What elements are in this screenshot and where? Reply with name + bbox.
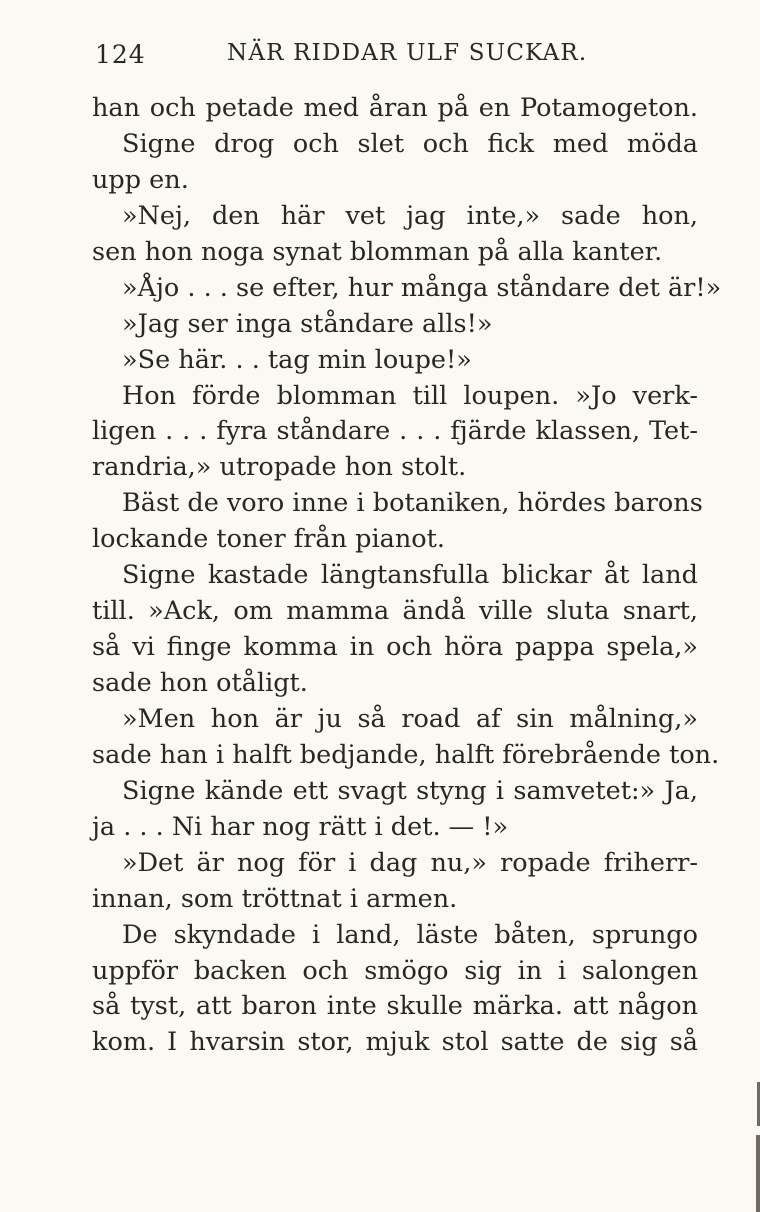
text-line: sade han i halft bedjande, halft förebrående ton. [92,739,720,770]
text-line: kom. I hvarsin stor, mjuk stol satte de sig så [92,1027,698,1058]
text-line: »Det är nog för i dag nu,» ropade friherr- [122,847,698,878]
text-line: »Åjo . . . se efter, hur många ståndare det är!» [122,272,722,303]
running-title: NÄR RIDDAR ULF SUCKAR. [227,40,588,66]
text-line: Signe drog och slet och fick med möda [122,128,698,159]
text-line: så vi finge komma in och höra pappa spela,» [92,632,698,663]
text-line: sen hon noga synat blomman på alla kanter. [92,236,663,267]
body-text [92,91,722,1061]
text-line: De skyndade i land, läste båten, sprungo [122,919,698,950]
text-line: »Jag ser inga ståndare alls!» [122,308,493,339]
text-line: till. »Ack, om mamma ändå ville sluta snart, [92,596,698,627]
text-line: Signe kastade längtansfulla blickar åt land [122,560,698,591]
text-line: sade hon otåligt. [92,668,308,698]
text-line: uppför backen och smögo sig in i salongen [92,955,698,986]
text-line: ligen . . . fyra ståndare . . . fjärde klassen, Tet- [92,416,698,447]
page-header [95,40,695,76]
text-line: »Se här. . . tag min loupe!» [122,344,472,375]
text-line: han och petade med åran på en Potamogeton. [92,93,698,123]
page-number: 124 [95,40,146,69]
text-line: Signe kände ett svagt styng i samvetet:» Ja, [122,775,698,806]
text-line: randria,» utropade hon stolt. [92,452,467,483]
text-line: ja . . . Ni har nog rätt i det. — !» [92,811,509,842]
text-line: »Men hon är ju så road af sin målning,» [122,703,698,734]
text-line: Hon förde blomman till loupen. »Jo verk- [122,380,698,411]
page-edge-mark [756,1135,760,1212]
text-line: upp en. [92,164,189,195]
text-line: lockande toner från pianot. [92,524,445,555]
text-line: »Nej, den här vet jag inte,» sade hon, [122,200,698,231]
text-line: Bäst de voro inne i botaniken, hördes barons [122,488,703,519]
text-line: så tyst, att baron inte skulle märka. att någon [92,991,698,1022]
text-line: innan, som tröttnat i armen. [92,883,458,914]
